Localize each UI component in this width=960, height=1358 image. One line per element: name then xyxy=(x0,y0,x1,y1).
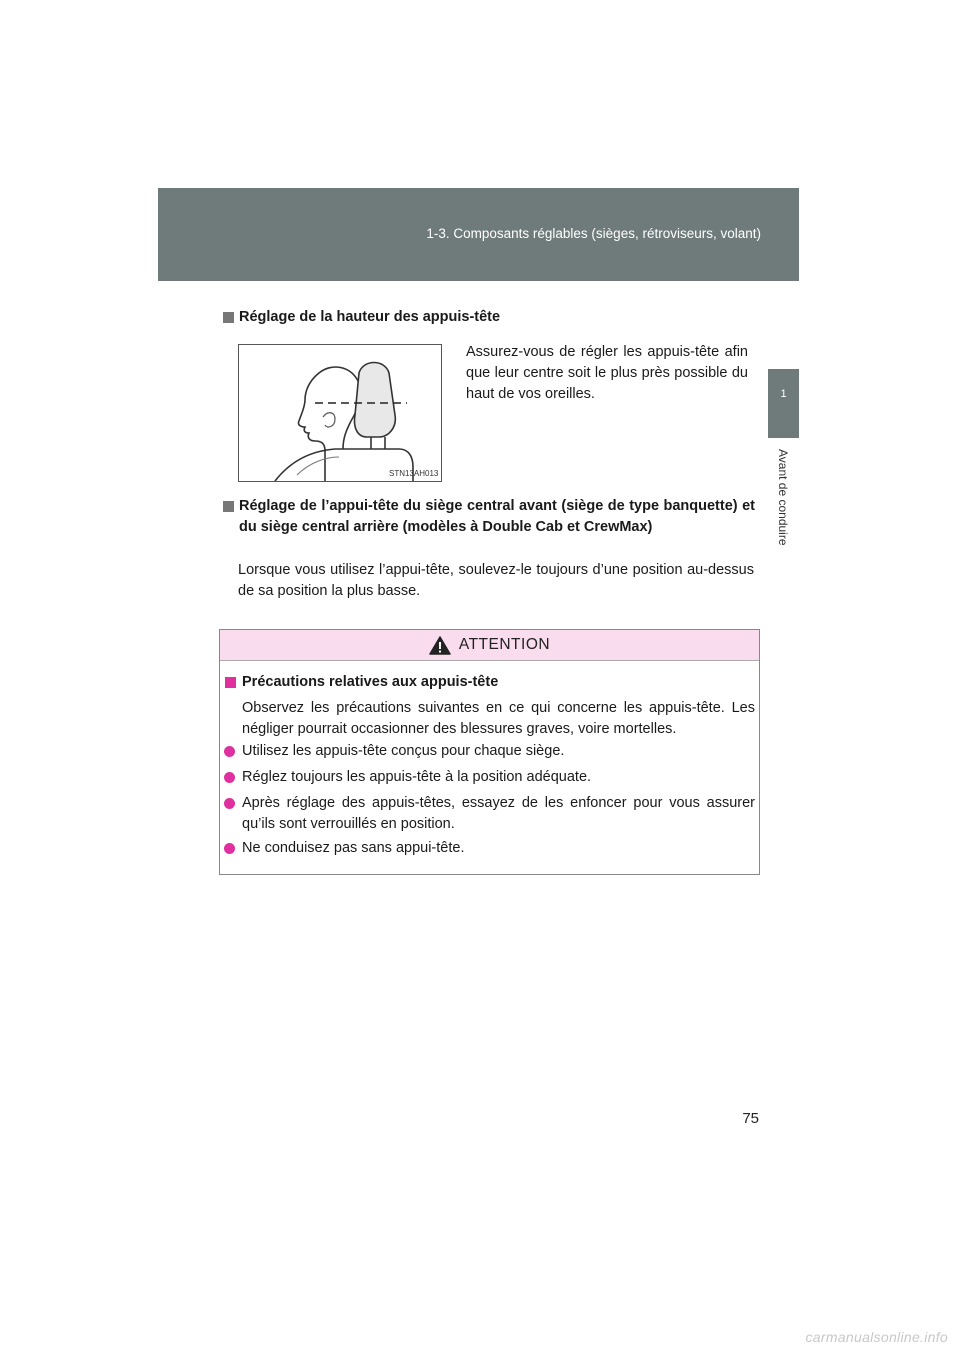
chapter-label-container xyxy=(773,449,793,569)
round-bullet-icon xyxy=(224,843,235,854)
attention-box xyxy=(219,629,760,875)
chapter-label: Avant de conduire xyxy=(776,449,790,546)
headrest-illustration xyxy=(238,344,442,482)
section1-text: Assurez-vous de régler les appuis-tête afin que leur centre soit le plus près possible du haut de vos oreilles. xyxy=(466,344,748,402)
round-bullet-icon xyxy=(224,798,235,809)
attention-bullet xyxy=(224,838,755,859)
square-bullet-icon xyxy=(223,501,234,512)
attention-bullet-text: Utilisez les appuis-tête conçus pour chaque siège. xyxy=(242,743,565,759)
watermark: carmanualsonline.info xyxy=(805,1329,948,1345)
square-bullet-icon xyxy=(225,677,236,688)
section-title: 1-3. Composants réglables (sièges, rétroviseurs, volant) xyxy=(426,226,761,241)
attention-intro: Observez les précautions suivantes en ce qui concerne les appuis-tête. Les négliger pourrait occasionner des blessures graves, voire mortelles. xyxy=(242,700,755,737)
round-bullet-icon xyxy=(224,772,235,783)
round-bullet-icon xyxy=(224,746,235,757)
section1-heading-text: Réglage de la hauteur des appuis-tête xyxy=(239,309,501,325)
chapter-tab xyxy=(768,369,799,438)
attention-bullet-text: Après réglage des appuis-têtes, essayez de les enfoncer pour vous assurer qu’ils sont verrouillés en position. xyxy=(242,795,755,832)
attention-bullet-text: Ne conduisez pas sans appui-tête. xyxy=(242,840,465,856)
chapter-number: 1 xyxy=(780,388,787,400)
header-band xyxy=(158,188,799,281)
page-number: 75 xyxy=(742,1110,759,1127)
attention-bullet xyxy=(224,793,755,835)
section2-text: Lorsque vous utilisez l’appui-tête, soulevez-le toujours d’une position au-dessus de sa position la plus basse. xyxy=(238,562,754,599)
attention-bullet xyxy=(224,741,755,762)
section2-heading-text: Réglage de l’appui-tête du siège central avant (siège de type banquette) et du siège central arrière (modèles à Double Cab et CrewMax) xyxy=(239,498,755,535)
section2-heading xyxy=(223,496,755,538)
attention-bullet-text: Réglez toujours les appuis-tête à la position adéquate. xyxy=(242,769,592,785)
attention-heading-text: Précautions relatives aux appuis-tête xyxy=(242,674,499,690)
attention-title: ATTENTION xyxy=(458,636,551,653)
figure-code: STN13AH013 xyxy=(389,469,439,478)
warning-icon xyxy=(429,636,451,655)
attention-heading xyxy=(225,672,755,693)
section1-heading xyxy=(223,307,755,328)
attention-bullet xyxy=(224,767,755,788)
square-bullet-icon xyxy=(223,312,234,323)
attention-header xyxy=(220,630,759,661)
headrest-figure-icon xyxy=(239,345,441,481)
